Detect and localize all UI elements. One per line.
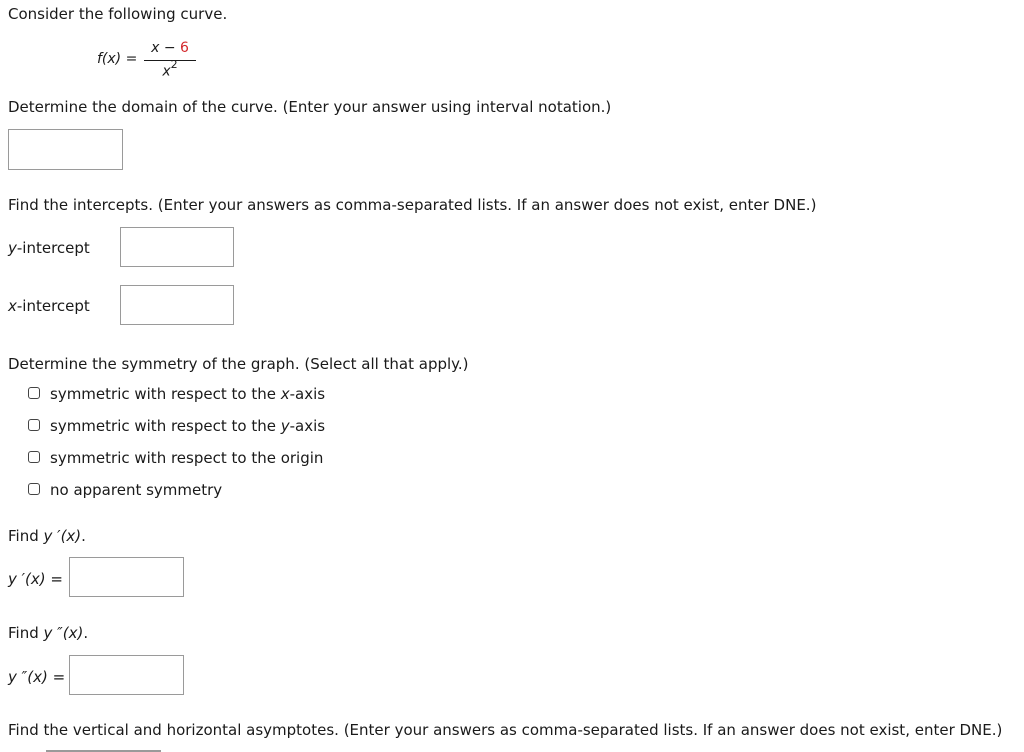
denominator-base: x [162,63,171,80]
y-intercept-variable: y [8,239,17,257]
numerator-constant: 6 [180,40,189,56]
first-derivative-equals: = [45,570,63,588]
x-intercept-label [8,297,90,315]
symmetry-origin-label[interactable]: symmetric with respect to the origin [50,449,324,467]
x-intercept-variable: x [8,297,17,315]
intercepts-prompt: Find the intercepts. (Enter your answers as comma-separated lists. If an answer does not exist, enter DNE.) [8,196,817,214]
first-derivative-label [8,570,63,588]
symmetry-y-axis-variable: y [280,417,290,435]
fraction-numerator [144,40,196,56]
first-derivative-prompt-post: . [81,527,86,545]
symmetry-y-axis-text: symmetric with respect to the [50,417,281,435]
no-symmetry-checkbox[interactable] [28,483,40,495]
symmetry-prompt: Determine the symmetry of the graph. (Select all that apply.) [8,355,469,373]
symmetry-x-axis-text: symmetric with respect to the [50,385,281,403]
second-derivative-prompt-pre: Find [8,624,44,642]
symmetry-x-axis-label[interactable] [50,385,325,403]
symmetry-y-axis-label[interactable] [50,417,325,435]
first-derivative-prompt-pre: Find [8,527,44,545]
second-derivative-input[interactable] [69,655,184,695]
symmetry-x-axis-checkbox[interactable] [28,387,40,399]
numerator-variable: x − [151,40,176,56]
y-intercept-label-text: -intercept [16,239,90,257]
domain-input[interactable] [8,129,123,170]
first-derivative-label-expr: y ′(x) [8,570,46,588]
no-symmetry-label[interactable]: no apparent symmetry [50,481,223,499]
second-derivative-label [8,668,65,686]
asymptotes-prompt: Find the vertical and horizontal asymptotes. (Enter your answers as comma-separated lists. If an answer does not exist, enter DNE.) [8,721,1003,739]
first-derivative-prompt-expr: y ′(x) [43,527,82,545]
symmetry-x-axis-variable: x [280,385,290,403]
x-intercept-label-text: -intercept [16,297,90,315]
second-derivative-equals: = [47,668,66,686]
denominator-exponent: 2 [170,58,178,71]
y-intercept-label [8,239,90,257]
x-intercept-input[interactable] [120,285,234,325]
fraction-denominator [144,60,196,80]
y-intercept-input[interactable] [120,227,234,267]
function-lhs [97,51,137,67]
symmetry-y-axis-tail: -axis [289,417,326,435]
intro-text: Consider the following curve. [8,5,228,23]
second-derivative-prompt-expr: y ″(x) [43,624,84,642]
symmetry-x-axis-tail: -axis [289,385,326,403]
second-derivative-prompt [8,624,88,642]
first-derivative-prompt [8,527,86,545]
symmetry-y-axis-checkbox[interactable] [28,419,40,431]
second-derivative-label-expr: y ″(x) [8,668,48,686]
symmetry-origin-checkbox[interactable] [28,451,40,463]
function-label: f(x) = [97,51,138,67]
domain-prompt: Determine the domain of the curve. (Enter your answer using interval notation.) [8,98,612,116]
first-derivative-input[interactable] [69,557,184,597]
second-derivative-prompt-post: . [83,624,89,642]
